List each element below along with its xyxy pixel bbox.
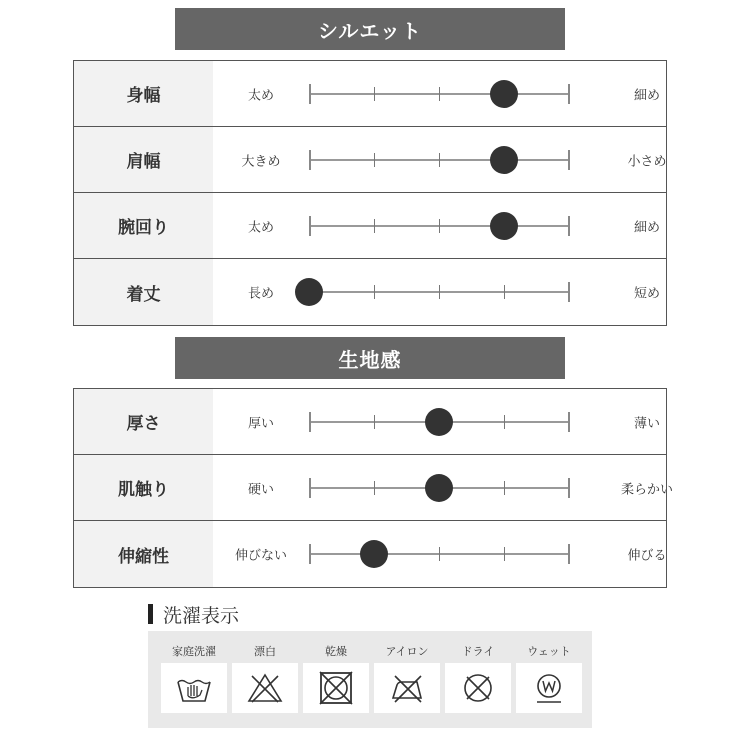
care-symbol-box xyxy=(516,663,582,713)
scale-tick xyxy=(504,481,505,495)
silhouette-table xyxy=(73,60,667,326)
scale-tick xyxy=(374,153,375,167)
no-bleach-icon xyxy=(245,670,285,706)
row-label: 肌触り xyxy=(74,455,213,520)
scale-tick xyxy=(309,84,311,104)
care-title xyxy=(148,601,239,627)
scale-tick xyxy=(309,412,311,432)
scale-tick xyxy=(374,219,375,233)
scale-tick xyxy=(504,415,505,429)
care-item-wet xyxy=(516,631,582,728)
scale xyxy=(213,455,673,520)
scale-tick xyxy=(568,84,570,104)
scale xyxy=(213,259,666,325)
fabric-table xyxy=(73,388,673,588)
silhouette-header xyxy=(175,8,565,50)
care-symbol-box xyxy=(445,663,511,713)
scale-marker xyxy=(490,146,518,174)
scale-tick xyxy=(568,412,570,432)
scale-left-label: 太め xyxy=(247,88,274,103)
care-symbol-box xyxy=(232,663,298,713)
scale-tick xyxy=(374,87,375,101)
scale-right-label: 細め xyxy=(633,88,660,103)
fabric-header xyxy=(175,337,565,379)
table-row xyxy=(74,521,666,587)
no-iron-icon xyxy=(387,670,427,706)
scale-right-label: 細め xyxy=(633,220,660,235)
table-row xyxy=(74,127,666,193)
scale-left-label: 大きめ xyxy=(241,154,281,169)
care-label: 家庭洗濯 xyxy=(172,645,216,658)
scale-right-label: 柔らかい xyxy=(620,482,673,497)
scale-tick xyxy=(439,285,440,299)
table-row xyxy=(74,455,673,521)
scale-left-label: 長め xyxy=(247,286,274,302)
scale-tick xyxy=(568,544,570,564)
scale-tick xyxy=(374,415,375,429)
care-label: ドライ xyxy=(461,645,495,658)
table-row xyxy=(74,259,666,325)
scale-marker xyxy=(295,278,323,306)
scale-tick xyxy=(439,87,440,101)
fabric-title: 生地感 xyxy=(338,347,402,372)
scale-tick xyxy=(309,544,311,564)
table-row xyxy=(74,389,666,455)
scale-marker xyxy=(360,540,388,568)
care-symbol-box xyxy=(303,663,369,713)
scale-tick xyxy=(504,285,505,299)
scale-right-label: 短め xyxy=(633,286,660,302)
table-row xyxy=(74,61,666,127)
scale xyxy=(213,193,666,258)
care-title-text: 洗濯表示 xyxy=(163,604,240,627)
scale-left-label: 硬い xyxy=(247,482,274,497)
care-label: 乾燥 xyxy=(325,645,347,658)
row-label: 伸縮性 xyxy=(74,521,213,587)
hand-wash-icon xyxy=(174,670,214,706)
care-symbol-box xyxy=(161,663,227,713)
scale-tick xyxy=(374,481,375,495)
scale-marker xyxy=(425,408,453,436)
scale-tick xyxy=(504,547,505,561)
scale-tick xyxy=(439,153,440,167)
scale-tick xyxy=(568,478,570,498)
row-label: 着丈 xyxy=(74,259,213,325)
scale-right-label: 薄い xyxy=(633,416,660,431)
scale-right-label: 小さめ xyxy=(627,154,667,169)
care-panel xyxy=(148,631,592,728)
scale-left-label: 伸びない xyxy=(234,548,287,564)
row-label: 肩幅 xyxy=(74,127,213,192)
scale-tick xyxy=(439,547,440,561)
care-label: 漂白 xyxy=(254,645,276,658)
scale-tick xyxy=(309,216,311,236)
no-dry-clean-icon xyxy=(458,670,498,706)
care-item-home-wash xyxy=(161,631,227,728)
care-item-dry xyxy=(303,631,369,728)
scale-tick xyxy=(374,285,375,299)
row-label: 腕回り xyxy=(74,193,213,258)
scale-left-label: 厚い xyxy=(247,416,274,431)
scale-tick xyxy=(309,478,311,498)
table-row xyxy=(74,193,666,259)
scale-tick xyxy=(568,216,570,236)
scale xyxy=(213,61,666,126)
silhouette-title: シルエット xyxy=(317,18,423,43)
scale-tick xyxy=(439,219,440,233)
wet-clean-icon xyxy=(529,670,569,706)
scale xyxy=(213,521,666,587)
care-symbol-box xyxy=(374,663,440,713)
scale xyxy=(213,127,666,192)
scale-tick xyxy=(568,150,570,170)
care-item-iron xyxy=(374,631,440,728)
scale-marker xyxy=(490,212,518,240)
title-bar-icon xyxy=(148,604,153,624)
scale-right-label: 伸びる xyxy=(627,548,667,564)
care-item-bleach xyxy=(232,631,298,728)
no-tumble-dry-icon xyxy=(316,670,356,706)
row-label: 身幅 xyxy=(74,61,213,126)
scale-left-label: 太め xyxy=(247,220,274,235)
scale-marker xyxy=(425,474,453,502)
scale-marker xyxy=(490,80,518,108)
care-label: アイロン xyxy=(385,645,429,658)
scale-tick xyxy=(309,150,311,170)
scale-tick xyxy=(568,282,570,302)
scale xyxy=(213,389,666,454)
care-item-dry-clean xyxy=(445,631,511,728)
care-label: ウェット xyxy=(527,645,571,658)
row-label: 厚さ xyxy=(74,389,213,454)
